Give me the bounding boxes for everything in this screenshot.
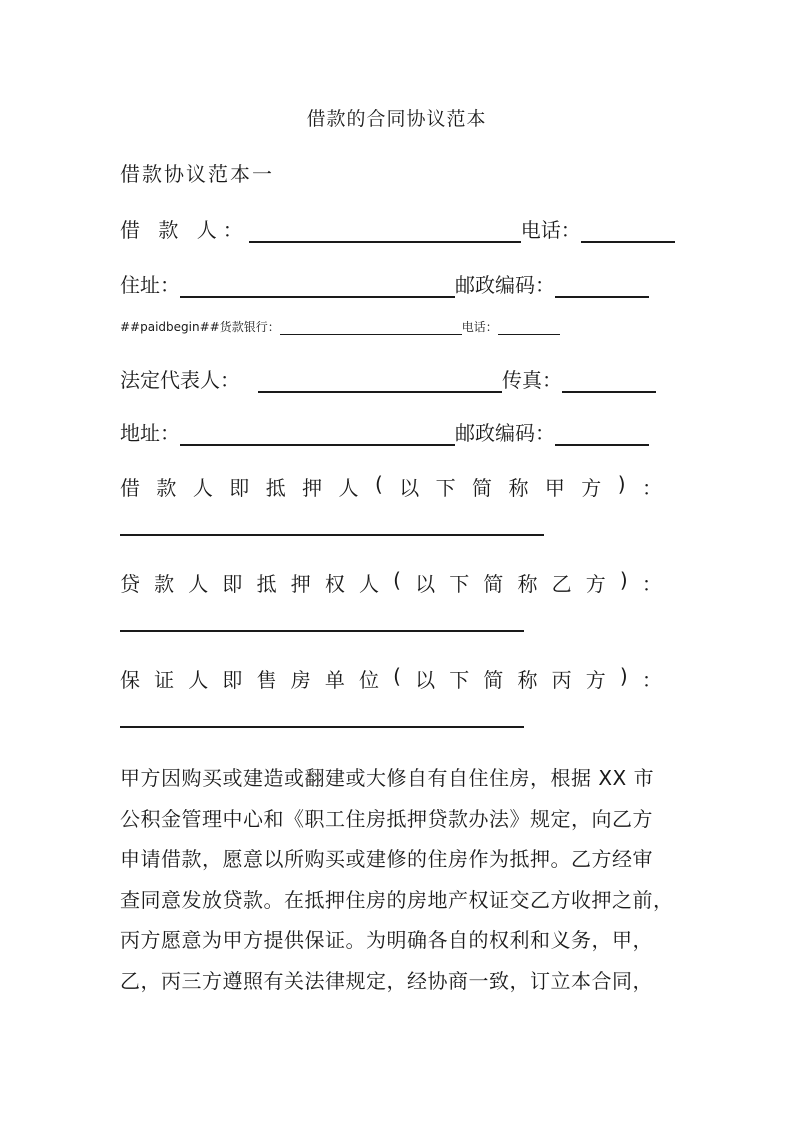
heading-char: ： [641,668,662,692]
heading-char: 款 [156,476,177,500]
heading-char: 即 [222,668,243,692]
heading-char: 方 [581,476,602,500]
heading-char: 借 [120,476,140,500]
phone-label: 电话： [520,218,581,242]
heading-char: 人 [188,572,209,596]
heading-char: 人 [188,668,209,692]
heading-char: 下 [435,476,456,500]
legal-rep-label: 法定代表人： [120,368,240,392]
bank-phone-label: 电话： [461,320,498,334]
heading-char: ( [374,472,383,496]
borrower-blank[interactable] [249,219,521,243]
borrower-row [120,214,675,242]
phone-blank[interactable] [581,219,675,243]
heading-char: 以 [415,668,436,692]
heading-char: 即 [222,572,243,596]
postcode-blank[interactable] [555,274,649,298]
body-line: 申请借款，愿意以所购买或建修的住房作为抵押。乙方经审 [120,847,653,871]
heading-char: 款 [154,572,175,596]
legal-rep-blank[interactable] [258,369,502,393]
heading-char: 售 [256,668,277,692]
heading-char: 抵 [265,476,286,500]
party-b-heading [120,568,662,596]
heading-char: 方 [585,668,606,692]
heading-char: 位 [358,668,379,692]
body-line: 查同意发放贷款。在抵押住房的房地产权证交乙方收押之前， [120,887,674,912]
address2-row [120,417,649,445]
party-a-heading [120,472,662,500]
heading-char: 下 [449,572,470,596]
heading-char: 以 [415,572,436,596]
party-c-blank[interactable] [120,726,524,728]
heading-char: ) [619,568,628,592]
address2-label: 地址： [120,421,180,445]
heading-char: 称 [508,476,529,500]
heading-char: 押 [290,572,311,596]
address-blank[interactable] [180,274,455,298]
fax-blank[interactable] [562,369,656,393]
bank-phone-blank[interactable] [498,322,560,335]
heading-char: 人 [358,572,379,596]
bank-blank[interactable] [280,322,462,335]
heading-char: 乙 [551,572,572,596]
heading-char: 称 [517,572,538,596]
heading-char: 下 [449,668,470,692]
postcode2-blank[interactable] [555,422,649,446]
heading-char: ) [617,472,626,496]
heading-char: 简 [483,572,504,596]
postcode-label: 邮政编码： [455,273,555,297]
heading-char: 权 [324,572,345,596]
heading-char: ： [641,476,662,500]
heading-char: 称 [517,668,538,692]
heading-char: 贷 [120,572,140,596]
party-a-blank[interactable] [120,534,544,536]
address-row [120,269,649,297]
heading-char: 人 [338,476,359,500]
heading-char: 押 [302,476,323,500]
body-line: 乙，丙三方遵照有关法律规定，经协商一致，订立本合同， [120,968,653,993]
heading-char: 单 [324,668,345,692]
heading-char: 以 [399,476,420,500]
party-b-blank[interactable] [120,630,524,632]
heading-char: 即 [229,476,250,500]
section-heading: 借款协议范本一 [120,162,274,186]
heading-char: 人 [192,476,213,500]
body-line: 甲方因购买或建造或翻建或大修自有自住住房，根据 XX 市 [120,766,655,790]
address-label: 住址： [120,273,180,297]
heading-char: ( [393,568,401,592]
legal-rep-row [120,364,656,392]
bank-label: ##paidbegin##货款银行： [120,320,280,334]
heading-char: 简 [472,476,493,500]
borrower-label: 借 款 人： [120,218,249,242]
heading-char: 保 [120,668,140,692]
party-c-heading [120,664,662,692]
fax-label: 传真： [502,368,562,392]
heading-char: 甲 [544,476,565,500]
heading-char: 方 [585,572,606,596]
heading-char: 简 [483,668,504,692]
heading-char: 抵 [256,572,277,596]
bank-row [120,318,560,336]
heading-char: ( [393,664,401,688]
body-paragraph [120,758,690,1001]
body-line: 丙方愿意为甲方提供保证。为明确各自的权利和义务，甲， [120,928,653,952]
heading-char: 丙 [551,668,572,692]
heading-char: 证 [154,668,175,692]
document-title: 借款的合同协议范本 [306,108,487,130]
heading-char: ) [619,664,628,688]
body-line: 公积金管理中心和《职工住房抵押贷款办法》规定，向乙方 [120,806,653,831]
postcode2-label: 邮政编码： [455,421,555,445]
heading-char: 房 [290,668,311,692]
address2-blank[interactable] [180,422,455,446]
heading-char: ： [641,572,662,596]
